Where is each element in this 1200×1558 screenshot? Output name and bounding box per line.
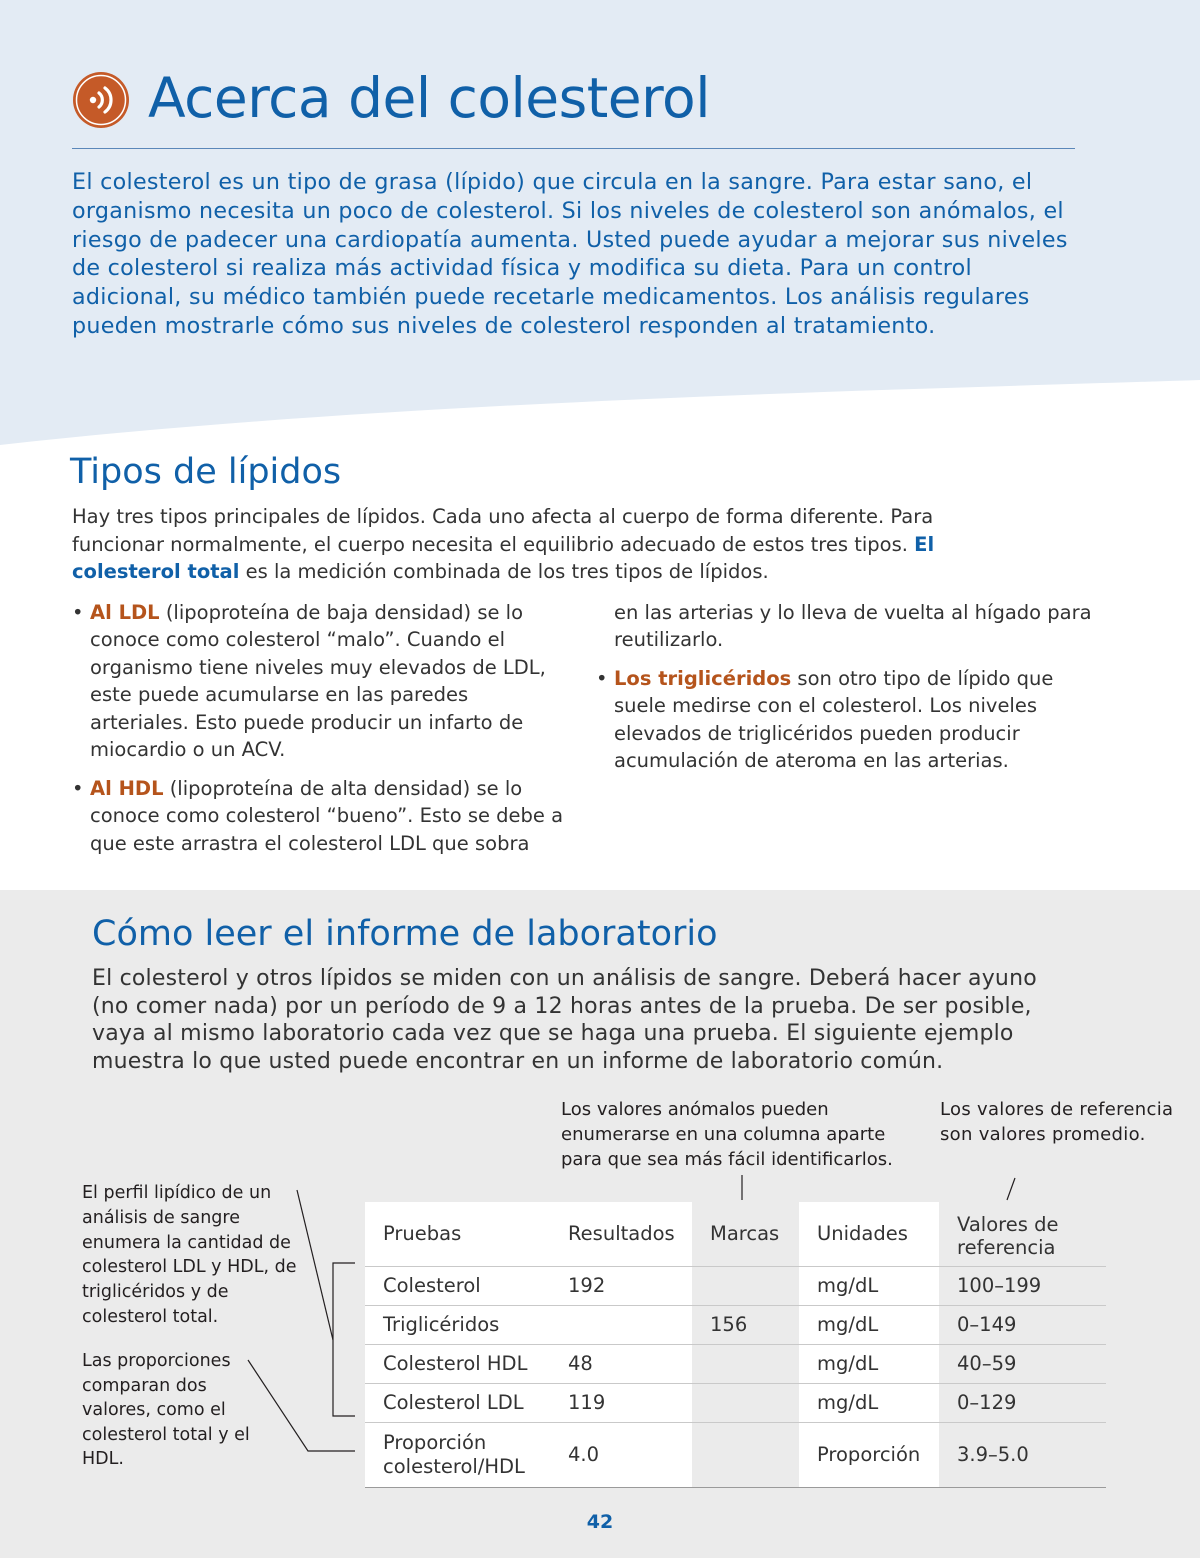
cell-units: mg/dL [799, 1384, 939, 1423]
table-row [365, 1267, 1106, 1306]
lab-results-table [365, 1202, 1106, 1488]
abnormal-values-note: Los valores anómalos pueden enumerarse en una columna aparte para que sea más fácil identificarlos. [561, 1099, 893, 1170]
header-tests: Pruebas [365, 1202, 550, 1267]
cell-test: Colesterol [365, 1267, 550, 1306]
lipid-intro-text-end: es la medición combinada de los tres tipos de lípidos. [245, 560, 769, 583]
intro-paragraph: El colesterol es un tipo de grasa (lípido) que circula en la sangre. Para estar sano, el organismo necesita un poco de colesterol. Si los niveles de colesterol son anómalos, el riesgo de padecer una cardiopatía aumenta. Usted puede ayudar a mejorar sus niveles de colesterol si realiza más actividad física y modifica su dieta. Para un control adicional, su médico también puede recetarle medicamentos. Los análisis regulares pueden mostrarle cómo sus niveles de colesterol responden al tratamiento. [72, 169, 1068, 339]
cell-reference: 3.9–5.0 [939, 1423, 1106, 1488]
lipid-intro-text: Hay tres tipos principales de lípidos. Cada uno afecta al cuerpo de forma diferente. Para funcionar normalmente, el cuerpo necesita el equilibrio adecuado de estos tres tipos. [72, 505, 934, 556]
table-row [365, 1423, 1106, 1488]
title-divider [72, 148, 1075, 149]
total-cholesterol-term: El colesterol total [72, 532, 935, 583]
page-title: Acerca del colesterol [148, 66, 710, 130]
lipid-types-intro [72, 503, 972, 586]
cell-test: Triglicéridos [365, 1306, 550, 1345]
table-row [365, 1384, 1106, 1423]
cell-flag [692, 1423, 799, 1488]
cell-flag [692, 1267, 799, 1306]
audio-waves-icon [72, 71, 130, 129]
ldl-term: Al LDL [90, 601, 160, 624]
cell-reference: 100–199 [939, 1267, 1106, 1306]
cell-test: Colesterol HDL [365, 1345, 550, 1384]
lipid-profile-note: El perfil lipídico de un análisis de sangre enumera la cantidad de colesterol LDL y HDL, de triglicéridos y de colesterol total. [82, 1183, 297, 1327]
cell-test: Colesterol LDL [365, 1384, 550, 1423]
hdl-bullet [72, 775, 572, 857]
cell-units: mg/dL [799, 1306, 939, 1345]
cell-result: 192 [550, 1267, 692, 1306]
bullet-mark: • [72, 601, 84, 624]
cell-result: 4.0 [550, 1423, 692, 1488]
cell-reference: 40–59 [939, 1345, 1106, 1384]
cell-result: 48 [550, 1345, 692, 1384]
lab-report-heading: Cómo leer el informe de laboratorio [92, 914, 718, 954]
cell-test: Proporción colesterol/HDL [365, 1423, 550, 1488]
cell-reference: 0–149 [939, 1306, 1106, 1345]
hdl-term: Al HDL [90, 777, 164, 800]
triglycerides-term: Los triglicéridos [614, 667, 792, 690]
hdl-bullet-continuation: en las arterias y lo lleva de vuelta al hígado para reutilizarlo. [614, 601, 1092, 652]
header-units: Unidades [799, 1202, 939, 1267]
page-number: 42 [586, 1511, 614, 1533]
table-header-row [365, 1202, 1106, 1267]
cell-units: mg/dL [799, 1267, 939, 1306]
header-reference: Valores de referencia [939, 1202, 1106, 1267]
triglycerides-bullet [596, 665, 1096, 775]
cell-result: 119 [550, 1384, 692, 1423]
table-row [365, 1306, 1106, 1345]
triglycerides-description: son otro tipo de lípido que suele medirse con el colesterol. Los niveles elevados de triglicéridos pueden producir acumulación de ateroma en las arterias. [614, 667, 1054, 773]
header-results: Resultados [550, 1202, 692, 1267]
header-flags: Marcas [692, 1202, 799, 1267]
bullet-mark: • [596, 667, 608, 690]
cell-flag: 156 [692, 1306, 799, 1345]
cell-units: mg/dL [799, 1345, 939, 1384]
ldl-description: (lipoproteína de baja densidad) se lo conoce como colesterol “malo”. Cuando el organismo tiene niveles muy elevados de LDL, este puede acumularse en las paredes arteriales. Esto puede producir un infarto de miocardio o un ACV. [90, 601, 546, 762]
cell-flag [692, 1384, 799, 1423]
lipid-types-heading: Tipos de lípidos [70, 452, 342, 492]
table-row [365, 1345, 1106, 1384]
ldl-bullet [72, 599, 562, 763]
reference-values-note: Los valores de referencia son valores promedio. [940, 1099, 1174, 1145]
hdl-description: (lipoproteína de alta densidad) se lo conoce como colesterol “bueno”. Esto se debe a que este arrastra el colesterol LDL que sobra [90, 777, 564, 855]
cell-reference: 0–129 [939, 1384, 1106, 1423]
cell-result [550, 1306, 692, 1345]
ratio-note: Las proporciones comparan dos valores, como el colesterol total y el HDL. [82, 1351, 250, 1469]
lab-report-intro: El colesterol y otros lípidos se miden con un análisis de sangre. Deberá hacer ayuno (no comer nada) por un período de 9 a 12 horas antes de la prueba. De ser posible, vaya al mismo laboratorio cada vez que se haga una prueba. El siguiente ejemplo muestra lo que usted puede encontrar en un informe de laboratorio común. [92, 966, 1037, 1074]
cell-flag [692, 1345, 799, 1384]
cell-units: Proporción [799, 1423, 939, 1488]
bullet-mark: • [72, 777, 84, 800]
